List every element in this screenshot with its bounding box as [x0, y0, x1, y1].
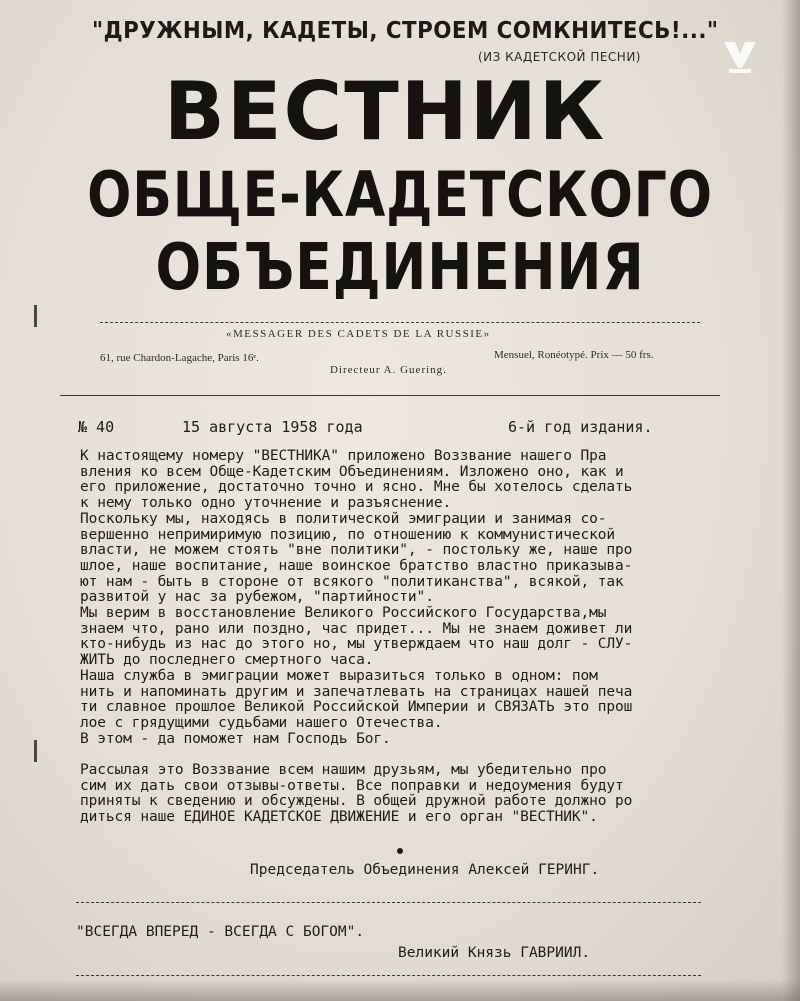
- separator-dot: [397, 848, 403, 854]
- binding-mark-lower: [34, 740, 37, 762]
- article-line: ти славное прошлое Великой Российской Империи и СВЯЗАТЬ это прош: [80, 699, 633, 716]
- article-line: нить и напоминать другим и запечатлевать на страницах нашей печа: [80, 683, 633, 700]
- masthead-subtitle: «MESSAGER DES CADETS DE LA RUSSIE»: [226, 328, 491, 340]
- masthead-title-line2: ОБЩЕ-КАДЕТСКОГО: [87, 158, 713, 231]
- header-rule: [60, 395, 720, 396]
- article-line: В этом - да поможет нам Господь Бог.: [80, 730, 391, 747]
- article-line: ют нам - быть в стороне от всякого "политиканства", всякой, так: [80, 573, 624, 590]
- footer-author: Великий Князь ГАВРИИЛ.: [398, 945, 591, 961]
- masthead-director: Directeur A. Guering.: [330, 364, 447, 376]
- article-signature: Председатель Объединения Алексей ГЕРИНГ.: [250, 862, 600, 878]
- article-line: приняты к сведению и обсуждены. В общей дружной работе должно ро: [80, 793, 633, 810]
- binding-mark-upper: [34, 305, 37, 327]
- article-line: К настоящему номеру "ВЕСТНИКА" приложено Воззвание нашего Пра: [80, 448, 607, 464]
- article-line: кто-нибудь из нас до этого но, мы утверждаем что наш долг - СЛУ-: [80, 636, 633, 653]
- article-line: развитой у нас за рубежом, "партийности".: [80, 589, 434, 606]
- article-line: Рассылая это Воззвание всем нашим друзьям, мы убедительно про: [80, 762, 607, 778]
- issue-number: № 40: [78, 418, 115, 436]
- article-line: диться наше ЕДИНОЕ КАДЕТСКОЕ ДВИЖЕНИЕ и его орган "ВЕСТНИК".: [80, 809, 598, 826]
- article-line: власти, не можем стоять "вне политики", - постольку же, наше про: [80, 542, 633, 559]
- footer-rule-bottom: [76, 975, 701, 976]
- article-line: его приложение, достаточно точно и ясно. Мне бы хотелось сделать: [80, 479, 633, 496]
- article-line: Наша служба в эмиграции может выразиться только в одном: пом: [80, 667, 598, 684]
- article-line: вершенно непримиримую позицию, по отношению к коммунистической: [80, 526, 616, 543]
- article-line: знаем что, рано или поздно, час придет... Мы не знаем доживет ли: [80, 620, 633, 637]
- footer-rule-top: [76, 902, 701, 903]
- masthead-title-line1: ВЕСТНИК: [163, 65, 607, 158]
- issue-year: 6-й год издания.: [508, 418, 653, 436]
- footer-motto: "ВСЕГДА ВПЕРЕД - ВСЕГДА С БОГОМ".: [76, 924, 365, 940]
- masthead-motto-source: (ИЗ КАДЕТСКОЙ ПЕСНИ): [478, 50, 641, 64]
- article-line: вления ко всем Обще-Кадетским Объединениям. Изложено оно, как и: [80, 463, 624, 480]
- masthead-motto: "ДРУЖНЫМ, КАДЕТЫ, СТРОЕМ СОМКНИТЕСЬ!...": [92, 18, 719, 44]
- article-line: сим их дать свои отзывы-ответы. Все поправки и недоумения будут: [80, 777, 624, 794]
- article-line: к нему только одно уточнение и разъяснение.: [80, 495, 452, 512]
- masthead-title-line3: ОБЪЕДИНЕНИЯ: [155, 231, 645, 305]
- article-line: Поскольку мы, находясь в политической эмиграции и занимая со-: [80, 510, 607, 527]
- masthead-address: 61, rue Chardon-Lagache, Paris 16ᵉ.: [100, 352, 259, 364]
- masthead-rule: [100, 322, 700, 323]
- article-line: лое с грядущими судьбами нашего Отечества.: [80, 714, 443, 731]
- masthead-publication-info: Mensuel, Ronéotypé. Prix — 50 frs.: [494, 349, 654, 361]
- article-line: Мы верим в восстановление Великого Российского Государства,мы: [80, 605, 607, 621]
- article-line: шлое, наше воспитание, наше воинское братство властно приказыва-: [80, 557, 633, 574]
- page-bottom-shadow: [0, 979, 800, 1001]
- issue-date: 15 августа 1958 года: [182, 418, 363, 436]
- article-line: ЖИТЬ до последнего смертного часа.: [80, 652, 374, 669]
